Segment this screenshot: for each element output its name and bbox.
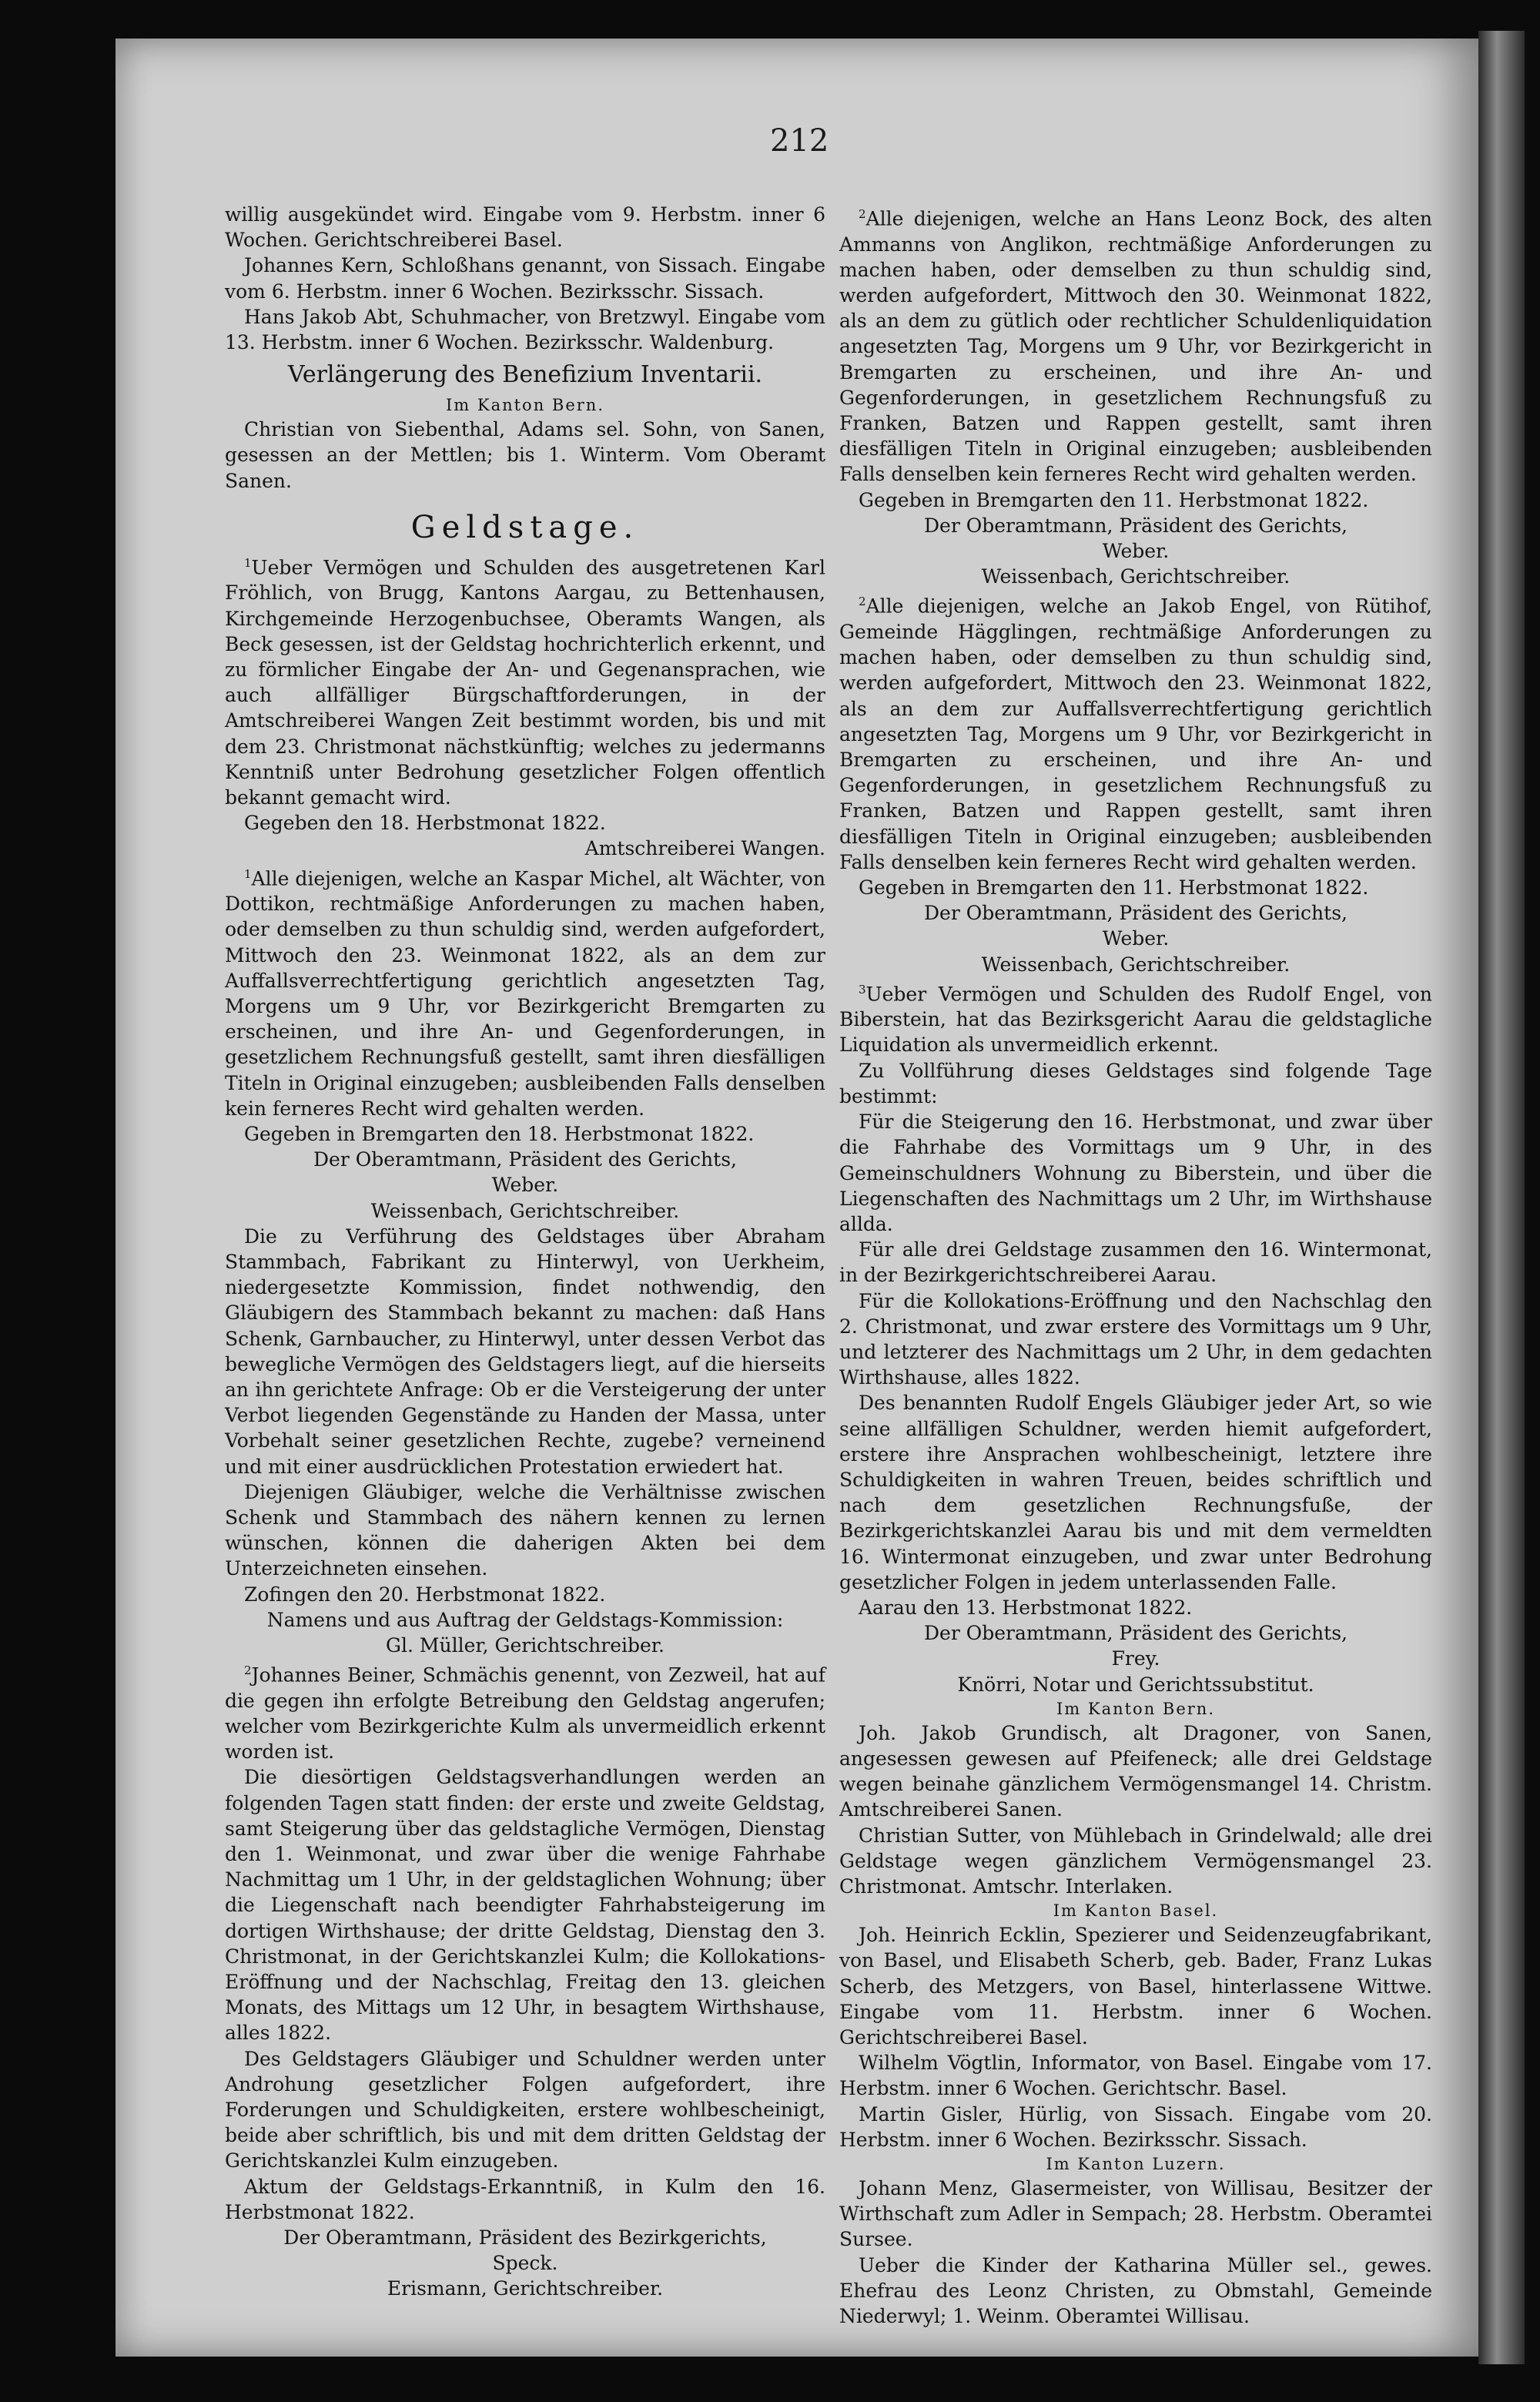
canton-subheading: Im Kanton Bern. xyxy=(1056,1699,1215,1718)
signature: Der Oberamtmann, Präsident des Gerichts, xyxy=(924,902,1348,925)
right-column xyxy=(839,202,1432,2329)
signature: Amtschreiberei Wangen. xyxy=(584,837,825,860)
paragraph: Hans Jakob Abt, Schuhmacher, von Bretzwyl. Eingabe vom 13. Herbstm. inner 6 Wochen. Bezirksschr. Waldenburg. xyxy=(225,305,825,354)
notice-paragraph: Die diesörtigen Geldstagsverhandlungen werden an folgenden Tagen statt finden: der erste und zweite Geldstag, samt Steigerung über das geldstagliche Vermögen, Dienstag den 1. Weinmonat, und zwar über die wenige Fahrhabe Nachmittag um 1 Uhr, in der geldstaglichen Wohnung; über die Liegenschaft nach beendigter Fahrhabsteigerung im dortigen Wirthshause; der dritte Geldstag, Dienstag den 3. Christmonat, in der Gerichtskanzlei Kulm; die Kollokations-Eröffnung und der Nachschlag, Freitag den 13. gleichen Monats, des Mittags um 12 Uhr, in besagtem Wirthshause, alles 1822. xyxy=(225,1766,825,2045)
footnote-marker: 2 xyxy=(859,207,866,221)
notice-text: Johannes Beiner, Schmächis genennt, von Zezweil, hat auf die gegen ihn erfolgte Betreibung den Geldstag angerufen; welcher vom Bezirkgerichte Kulm als unvermeidlich erkennt worden ist. xyxy=(225,1663,825,1764)
footnote-marker: 2 xyxy=(244,1663,252,1678)
signature: Namens und aus Auftrag der Geldstags-Kommission: xyxy=(266,1608,784,1631)
canton-subheading: Im Kanton Luzern. xyxy=(1046,2155,1226,2174)
notice-paragraph: Johann Menz, Glasermeister, von Willisau, Besitzer der Wirthschaft zum Adler in Sempach; 28. Herbstm. Oberamtei Sursee. xyxy=(839,2177,1432,2251)
footnote-marker: 1 xyxy=(244,555,252,570)
notice-paragraph xyxy=(839,202,1432,487)
notice-paragraph: Des Geldstagers Gläubiger und Schuldner werden unter Androhung gesetzlicher Folgen aufgefordert, ihre Forderungen und Schuldigkeiten, erstere wohlbescheinigt, beide aber schriftlich, bis und mit dem dritten Geldstag der Gerichtskanzlei Kulm einzugeben. xyxy=(225,2047,825,2173)
signature-clerk: Gl. Müller, Gerichtschreiber. xyxy=(386,1634,665,1657)
notice-text: Ueber Vermögen und Schulden des Rudolf Engel, von Biberstein, hat das Bezirksgericht Aarau die geldstagliche Liquidation als unvermeidlich erkennt. xyxy=(839,983,1432,1057)
signature-name: Weber. xyxy=(491,1174,559,1197)
footnote-marker: 2 xyxy=(859,595,866,609)
notice-paragraph: Wilhelm Vögtlin, Informator, von Basel. Eingabe vom 17. Herbstm. inner 6 Wochen. Gerichtschr. Basel. xyxy=(839,2052,1432,2100)
signature-name: Weber. xyxy=(1102,927,1170,950)
date-line: Gegeben den 18. Herbstmonat 1822. xyxy=(244,812,606,835)
signature: Der Oberamtmann, Präsident des Bezirkgerichts, xyxy=(283,2226,767,2250)
date-line: Aktum der Geldstags-Erkanntniß, in Kulm den 16. Herbstmonat 1822. xyxy=(225,2175,825,2223)
signature-clerk: Erismann, Gerichtschreiber. xyxy=(387,2277,664,2300)
notice-paragraph xyxy=(839,977,1432,1058)
notice-paragraph: Für alle drei Geldstage zusammen den 16. Wintermonat, in der Bezirkgerichtschreiberei Aarau. xyxy=(839,1238,1432,1287)
signature-name: Frey. xyxy=(1111,1647,1160,1670)
notice-paragraph: Die zu Verführung des Geldstages über Abraham Stammbach, Fabrikant zu Hinterwyl, von Uerkheim, niedergesetzte Kommission, findet nothwendig, den Gläubigern des Stammbach bekannt zu machen: daß Hans Schenk, Garnbaucher, zu Hinterwyl, unter dessen Verbot das bewegliche Vermögen des Geldstagers liegt, auf die hierseits an ihn gerichtete Anfrage: Ob er die Versteigerung der unter Verbot liegenden Gegenstände zu Handen der Massa, unter Vorbehalt seiner gesetzlichen Rechte, zugebe? verneinend und mit einer ausdrücklichen Protestation erwiedert hat. xyxy=(225,1224,825,1478)
notice-paragraph: Zu Vollführung dieses Geldstages sind folgende Tage bestimmt: xyxy=(839,1059,1432,1107)
notice-text: Alle diejenigen, welche an Kaspar Michel, alt Wächter, von Dottikon, rechtmäßige Anforderungen zu machen haben, oder demselben zu thun schuldig sind, werden aufgefordert, Mittwoch den 23. Weinmonat 1822, als an dem zur Auffallsverrechtfertigung gerichtlich angesetzten Tag, Morgens um 9 Uhr, vor Bezirkgericht Bremgarten zu erscheinen, und ihre An- und Gegenforderungen, in gesetzlichem Rechnungsfuß gestellt, samt ihren diesfälligen Titeln in Original einzugeben; ausbleibenden Falls denselben kein ferneres Recht wird gehalten werden. xyxy=(225,866,825,1120)
date-line: Aarau den 13. Herbstmonat 1822. xyxy=(859,1596,1193,1619)
signature: Der Oberamtmann, Präsident des Gerichts, xyxy=(313,1148,737,1171)
signature: Der Oberamtmann, Präsident des Gerichts, xyxy=(924,1622,1348,1645)
notice-paragraph: Für die Kollokations-Eröffnung und den Nachschlag den 2. Christmonat, und zwar erstere des Vormittags um 9 Uhr, und letzterer des Nachmittags um 2 Uhr, in dem gedachten Wirthshause, alles 1822. xyxy=(839,1289,1432,1389)
signature-name: Speck. xyxy=(492,2252,558,2275)
notice-paragraph: Christian Sutter, von Mühlebach in Grindelwald; alle drei Geldstage wegen gänzlichem Vermögensmangel 23. Christmonat. Amtschr. Interlaken. xyxy=(839,1824,1432,1898)
signature-clerk: Weissenbach, Gerichtschreiber. xyxy=(370,1199,680,1222)
notice-text: Alle diejenigen, welche an Jakob Engel, von Rütihof, Gemeinde Hägglingen, rechtmäßige Anforderungen zu machen haben, oder demselben zu thun schuldig sind, werden aufgefordert, Mittwoch den 23. Weinmonat 1822, als an dem zur Auffallsverrechtfertigung gerichtlich angesetzten Tag, Morgens um 9 Uhr, vor Bezirkgericht in Bremgarten zu erscheinen, und ihre An- und Gegenforderungen, in gesetzlichem Rechnungsfuß zu Franken, Batzen und Rappen gestellt, samt ihren diesfälligen Titeln in Original einzugeben; ausbleibenden Falls denselben kein ferneres Recht wird gehalten werden. xyxy=(839,595,1432,873)
paragraph: Christian von Siebenthal, Adams sel. Sohn, von Sanen, gesessen an der Mettlen; bis 1. Winterm. Vom Oberamt Sanen. xyxy=(225,418,825,492)
notice-text: Alle diejenigen, welche an Hans Leonz Bock, des alten Ammanns von Anglikon, rechtmäßige Anforderungen zu machen haben, oder demselben zu thun schuldig sind, werden aufgefordert, Mittwoch den 30. Weinmonat 1822, als an dem zu gütlich oder rechtlicher Schuldenliquidation angesetzten Tag, Morgens um 9 Uhr, vor Bezirkgericht in Bremgarten zu erscheinen, und ihre An- und Gegenforderungen, in gesetzlichem Rechnungsfuß zu Franken, Batzen und Rappen gestellt, samt ihren diesfälligen Titeln in Original einzugeben; ausbleibenden Falls denselben kein ferneres Recht wird gehalten werden. xyxy=(839,207,1432,486)
date-line: Gegeben in Bremgarten den 18. Herbstmonat 1822. xyxy=(244,1122,755,1145)
notice-paragraph xyxy=(225,551,825,810)
notice-text: Ueber Vermögen und Schulden des ausgetretenen Karl Fröhlich, von Brugg, Kantons Aargau, zu Bettenhausen, Kirchgemeinde Herzogenbuchsee, Oberamts Wangen, als Beck gesessen, ist der Geldstag hochrichterlich erkennt, und zu förmlicher Eingabe der An- und Gegenansprachen, wie auch allfälliger Bürgschaftforderungen, in der Amtschreiberei Wangen Zeit bestimmt worden, bis und mit dem 23. Christmonat nächstkünftig; welches zu jedermanns Kenntniß unter Bedrohung gesetzlicher Folgen offentlich bekannt gemacht wird. xyxy=(225,556,825,809)
notice-paragraph: Ueber die Kinder der Katharina Müller sel., gewes. Ehefrau des Leonz Christen, zu Obmstahl, Gemeinde Niederwyl; 1. Weinm. Oberamtei Willisau. xyxy=(839,2253,1432,2328)
book-edge xyxy=(1478,31,1525,2364)
section-heading: Verlängerung des Benefizium Inventarii. xyxy=(287,361,763,389)
notice-paragraph xyxy=(225,862,825,1121)
signature-clerk: Weissenbach, Gerichtschreiber. xyxy=(981,565,1291,588)
signature-name: Weber. xyxy=(1102,539,1170,562)
signature-clerk: Knörri, Notar und Gerichtssubstitut. xyxy=(957,1673,1314,1696)
signature: Der Oberamtmann, Präsident des Gerichts, xyxy=(924,514,1348,537)
date-line: Gegeben in Bremgarten den 11. Herbstmonat 1822. xyxy=(859,876,1369,899)
notice-paragraph: Für die Steigerung den 16. Herbstmonat, und zwar über die Fahrhabe des Vormittags um 9 Uhr, in des Gemeinschuldners Wohnung zu Biberstein, und über die Liegenschaften des Nachmittags um 2 Uhr, im Wirthshause allda. xyxy=(839,1111,1432,1235)
notice-paragraph: Joh. Jakob Grundisch, alt Dragoner, von Sanen, angesessen gewesen auf Pfeifeneck; alle drei Geldstage wegen beinahe gänzlichem Vermögensmangel 14. Christm. Amtschreiberei Sanen. xyxy=(839,1721,1432,1821)
date-line: Zofingen den 20. Herbstmonat 1822. xyxy=(244,1583,606,1606)
date-line: Gegeben in Bremgarten den 11. Herbstmonat 1822. xyxy=(859,488,1369,511)
paragraph: Johannes Kern, Schloßhans genannt, von Sissach. Eingabe vom 6. Herbstm. inner 6 Wochen. Bezirksschr. Sissach. xyxy=(225,254,825,303)
paragraph: willig ausgekündet wird. Eingabe vom 9. Herbstm. inner 6 Wochen. Gerichtschreiberei Basel. xyxy=(225,203,825,252)
canton-subheading: Im Kanton Basel. xyxy=(1053,1901,1219,1921)
signature-clerk: Weissenbach, Gerichtschreiber. xyxy=(981,953,1291,976)
notice-paragraph: Joh. Heinrich Ecklin, Spezierer und Seidenzeugfabrikant, von Basel, und Elisabeth Scherb, geb. Bader, Franz Lukas Scherb, des Metzgers, von Basel, hinterlassene Wittwe. Eingabe vom 11. Herbstm. inner 6 Wochen. Gerichtschreiberei Basel. xyxy=(839,1924,1432,2049)
notice-paragraph: Martin Gisler, Hürlig, von Sissach. Eingabe vom 20. Herbstm. inner 6 Wochen. Bezirksschr. Sissach. xyxy=(839,2102,1432,2151)
section-heading: Geldstage. xyxy=(410,509,640,545)
notice-paragraph: Diejenigen Gläubiger, welche die Verhältnisse zwischen Schenk und Stammbach des nähern kennen zu lernen wünschen, können die daherigen Akten bei dem Unterzeichneten einsehen. xyxy=(225,1480,825,1580)
notice-paragraph: Des benannten Rudolf Engels Gläubiger jeder Art, so wie seine allfälligen Schuldner, werden hiemit aufgefordert, erstere ihre Ansprachen wohlbescheinigt, letztere ihre Schuldigkeiten in wahren Treuen, beides schriftlich und nach dem gesetzlichen Rechnungsfuße, der Bezirkgerichtskanzlei Aarau bis und mit dem vermeldten 16. Wintermonat einzugeben, und zwar unter Bedrohung gesetzlicher Folgen in jedem unterlassenden Falle. xyxy=(839,1392,1432,1593)
notice-paragraph xyxy=(225,1658,825,1764)
left-column xyxy=(225,202,825,2302)
notice-paragraph xyxy=(839,589,1432,875)
canton-subheading: Im Kanton Bern. xyxy=(446,396,604,415)
footnote-marker: 3 xyxy=(859,982,866,997)
footnote-marker: 1 xyxy=(244,866,252,881)
page-number: 212 xyxy=(770,123,829,159)
